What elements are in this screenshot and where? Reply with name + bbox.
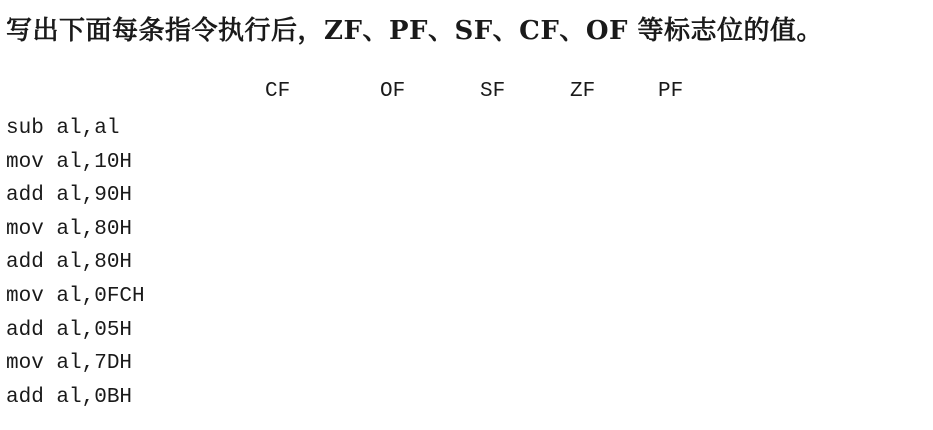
- flag-header-zf: ZF: [570, 80, 596, 103]
- instruction-line: add al,05H: [6, 318, 133, 342]
- flag-header-row: [0, 80, 933, 106]
- instruction-line: add al,90H: [6, 184, 133, 208]
- instruction-line: sub al,al: [6, 117, 120, 140]
- instruction-line: mov al,10H: [6, 150, 133, 174]
- flag-header-pf: PF: [658, 80, 684, 103]
- flag-header-of: OF: [380, 80, 406, 103]
- question-text: 写出下面每条指令执行后，ZF、PF、SF、CF、OF 等标志位的值。: [6, 16, 823, 46]
- instruction-line: mov al,7DH: [6, 352, 133, 376]
- instruction-line: mov al,80H: [6, 217, 133, 241]
- instruction-line: mov al,0FCH: [6, 284, 145, 308]
- flag-header-cf: CF: [265, 80, 291, 103]
- instruction-line: add al,0BH: [6, 385, 133, 409]
- instruction-line: add al,80H: [6, 251, 133, 275]
- instruction-list: [6, 116, 145, 418]
- flag-header-sf: SF: [480, 80, 506, 103]
